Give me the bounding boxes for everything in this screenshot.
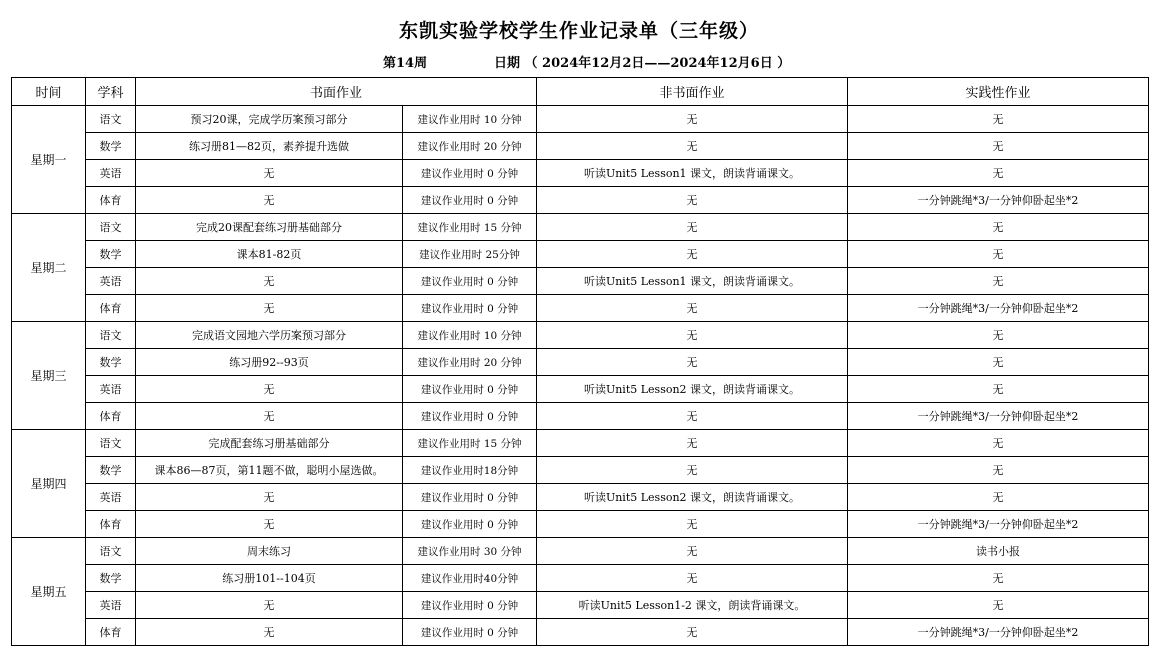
subtitle xyxy=(0,52,1158,72)
time-note-cell: 建议作业用时 25分钟 xyxy=(403,241,537,268)
subject-cell: 数学 xyxy=(86,457,136,484)
written-cell: 预习20课，完成学历案预习部分 xyxy=(136,106,403,133)
practical-cell: 一分钟跳绳*3/一分钟仰卧起坐*2 xyxy=(848,187,1149,214)
page-title: 东凯实验学校学生作业记录单（三年级） xyxy=(398,20,759,42)
subject-cell: 体育 xyxy=(86,619,136,646)
table-row xyxy=(12,322,1149,349)
time-note-cell: 建议作业用时 15 分钟 xyxy=(403,214,537,241)
time-note-cell: 建议作业用时 0 分钟 xyxy=(403,160,537,187)
table-row xyxy=(12,187,1149,214)
table-row xyxy=(12,592,1149,619)
written-cell: 周末练习 xyxy=(136,538,403,565)
written-cell: 练习册92--93页 xyxy=(136,349,403,376)
time-note-cell: 建议作业用时 30 分钟 xyxy=(403,538,537,565)
table-row xyxy=(12,241,1149,268)
week-label: 第14周 xyxy=(383,56,428,71)
written-cell: 无 xyxy=(136,160,403,187)
written-cell: 无 xyxy=(136,511,403,538)
table-row xyxy=(12,484,1149,511)
non-written-cell: 无 xyxy=(537,565,848,592)
day-cell: 星期四 xyxy=(12,430,86,538)
written-cell: 无 xyxy=(136,403,403,430)
practical-cell: 无 xyxy=(848,457,1149,484)
table-row xyxy=(12,565,1149,592)
written-cell: 无 xyxy=(136,619,403,646)
time-note-cell: 建议作业用时 10 分钟 xyxy=(403,106,537,133)
written-cell: 完成语文园地六学历案预习部分 xyxy=(136,322,403,349)
subject-cell: 英语 xyxy=(86,484,136,511)
written-cell: 无 xyxy=(136,187,403,214)
table-row xyxy=(12,376,1149,403)
written-cell: 课本86—87页，第11题不做，聪明小屋选做。 xyxy=(136,457,403,484)
practical-cell: 无 xyxy=(848,484,1149,511)
practical-cell: 无 xyxy=(848,322,1149,349)
time-note-cell: 建议作业用时 20 分钟 xyxy=(403,349,537,376)
subject-cell: 语文 xyxy=(86,430,136,457)
subject-cell: 数学 xyxy=(86,241,136,268)
written-cell: 无 xyxy=(136,376,403,403)
non-written-cell: 无 xyxy=(537,349,848,376)
header-practical: 实践性作业 xyxy=(848,78,1149,106)
practical-cell: 一分钟跳绳*3/一分钟仰卧起坐*2 xyxy=(848,619,1149,646)
subject-cell: 英语 xyxy=(86,160,136,187)
time-note-cell: 建议作业用时 0 分钟 xyxy=(403,592,537,619)
written-cell: 无 xyxy=(136,295,403,322)
subject-cell: 英语 xyxy=(86,592,136,619)
subject-cell: 数学 xyxy=(86,133,136,160)
header-non-written: 非书面作业 xyxy=(537,78,848,106)
time-note-cell: 建议作业用时18分钟 xyxy=(403,457,537,484)
non-written-cell: 无 xyxy=(537,403,848,430)
subject-cell: 数学 xyxy=(86,565,136,592)
non-written-cell: 无 xyxy=(537,241,848,268)
practical-cell: 一分钟跳绳*3/一分钟仰卧起坐*2 xyxy=(848,511,1149,538)
header-row xyxy=(12,78,1149,106)
subject-cell: 语文 xyxy=(86,538,136,565)
date-range: 日期 （ 2024年12月2日——2024年12月6日 ） xyxy=(494,56,791,71)
practical-cell: 无 xyxy=(848,133,1149,160)
non-written-cell: 无 xyxy=(537,430,848,457)
subject-cell: 体育 xyxy=(86,187,136,214)
non-written-cell: 无 xyxy=(537,619,848,646)
subject-cell: 英语 xyxy=(86,376,136,403)
table-row xyxy=(12,430,1149,457)
table-row xyxy=(12,349,1149,376)
day-cell: 星期二 xyxy=(12,214,86,322)
time-note-cell: 建议作业用时40分钟 xyxy=(403,565,537,592)
non-written-cell: 听读Unit5 Lesson1-2 课文，朗读背诵课文。 xyxy=(537,592,848,619)
subject-cell: 体育 xyxy=(86,511,136,538)
non-written-cell: 无 xyxy=(537,322,848,349)
written-cell: 完成配套练习册基础部分 xyxy=(136,430,403,457)
subject-cell: 语文 xyxy=(86,322,136,349)
header-written: 书面作业 xyxy=(136,78,537,106)
table-row xyxy=(12,133,1149,160)
table-row xyxy=(12,457,1149,484)
subject-cell: 语文 xyxy=(86,214,136,241)
subject-cell: 体育 xyxy=(86,295,136,322)
time-note-cell: 建议作业用时 0 分钟 xyxy=(403,403,537,430)
day-cell: 星期三 xyxy=(12,322,86,430)
table-row xyxy=(12,619,1149,646)
non-written-cell: 听读Unit5 Lesson2 课文，朗读背诵课文。 xyxy=(537,376,848,403)
time-note-cell: 建议作业用时 0 分钟 xyxy=(403,295,537,322)
time-note-cell: 建议作业用时 0 分钟 xyxy=(403,187,537,214)
practical-cell: 无 xyxy=(848,268,1149,295)
non-written-cell: 听读Unit5 Lesson1 课文，朗读背诵课文。 xyxy=(537,160,848,187)
homework-table xyxy=(11,77,1149,646)
non-written-cell: 无 xyxy=(537,133,848,160)
practical-cell: 读书小报 xyxy=(848,538,1149,565)
time-note-cell: 建议作业用时 0 分钟 xyxy=(403,484,537,511)
non-written-cell: 无 xyxy=(537,214,848,241)
time-note-cell: 建议作业用时 20 分钟 xyxy=(403,133,537,160)
practical-cell: 无 xyxy=(848,376,1149,403)
day-cell: 星期五 xyxy=(12,538,86,646)
time-note-cell: 建议作业用时 10 分钟 xyxy=(403,322,537,349)
table-body xyxy=(12,106,1149,646)
table-row xyxy=(12,295,1149,322)
time-note-cell: 建议作业用时 0 分钟 xyxy=(403,511,537,538)
non-written-cell: 无 xyxy=(537,538,848,565)
written-cell: 无 xyxy=(136,268,403,295)
table-row xyxy=(12,160,1149,187)
subject-cell: 数学 xyxy=(86,349,136,376)
non-written-cell: 听读Unit5 Lesson2 课文，朗读背诵课文。 xyxy=(537,484,848,511)
practical-cell: 无 xyxy=(848,160,1149,187)
written-cell: 完成20课配套练习册基础部分 xyxy=(136,214,403,241)
table-row xyxy=(12,214,1149,241)
non-written-cell: 无 xyxy=(537,106,848,133)
practical-cell: 无 xyxy=(848,430,1149,457)
day-cell: 星期一 xyxy=(12,106,86,214)
written-cell: 无 xyxy=(136,484,403,511)
table-row xyxy=(12,268,1149,295)
practical-cell: 一分钟跳绳*3/一分钟仰卧起坐*2 xyxy=(848,403,1149,430)
subject-cell: 语文 xyxy=(86,106,136,133)
written-cell: 练习册101--104页 xyxy=(136,565,403,592)
practical-cell: 无 xyxy=(848,349,1149,376)
practical-cell: 无 xyxy=(848,565,1149,592)
time-note-cell: 建议作业用时 0 分钟 xyxy=(403,376,537,403)
header-subject: 学科 xyxy=(86,78,136,106)
table-row xyxy=(12,511,1149,538)
practical-cell: 无 xyxy=(848,592,1149,619)
non-written-cell: 无 xyxy=(537,457,848,484)
non-written-cell: 无 xyxy=(537,511,848,538)
non-written-cell: 听读Unit5 Lesson1 课文，朗读背诵课文。 xyxy=(537,268,848,295)
time-note-cell: 建议作业用时 0 分钟 xyxy=(403,619,537,646)
table-row xyxy=(12,106,1149,133)
written-cell: 练习册81—82页，素养提升选做 xyxy=(136,133,403,160)
time-note-cell: 建议作业用时 15 分钟 xyxy=(403,430,537,457)
header-time: 时间 xyxy=(12,78,86,106)
practical-cell: 无 xyxy=(848,106,1149,133)
practical-cell: 无 xyxy=(848,241,1149,268)
written-cell: 课本81-82页 xyxy=(136,241,403,268)
time-note-cell: 建议作业用时 0 分钟 xyxy=(403,268,537,295)
table-row xyxy=(12,403,1149,430)
non-written-cell: 无 xyxy=(537,295,848,322)
subject-cell: 体育 xyxy=(86,403,136,430)
table-row xyxy=(12,538,1149,565)
subject-cell: 英语 xyxy=(86,268,136,295)
non-written-cell: 无 xyxy=(537,187,848,214)
practical-cell: 一分钟跳绳*3/一分钟仰卧起坐*2 xyxy=(848,295,1149,322)
written-cell: 无 xyxy=(136,592,403,619)
practical-cell: 无 xyxy=(848,214,1149,241)
